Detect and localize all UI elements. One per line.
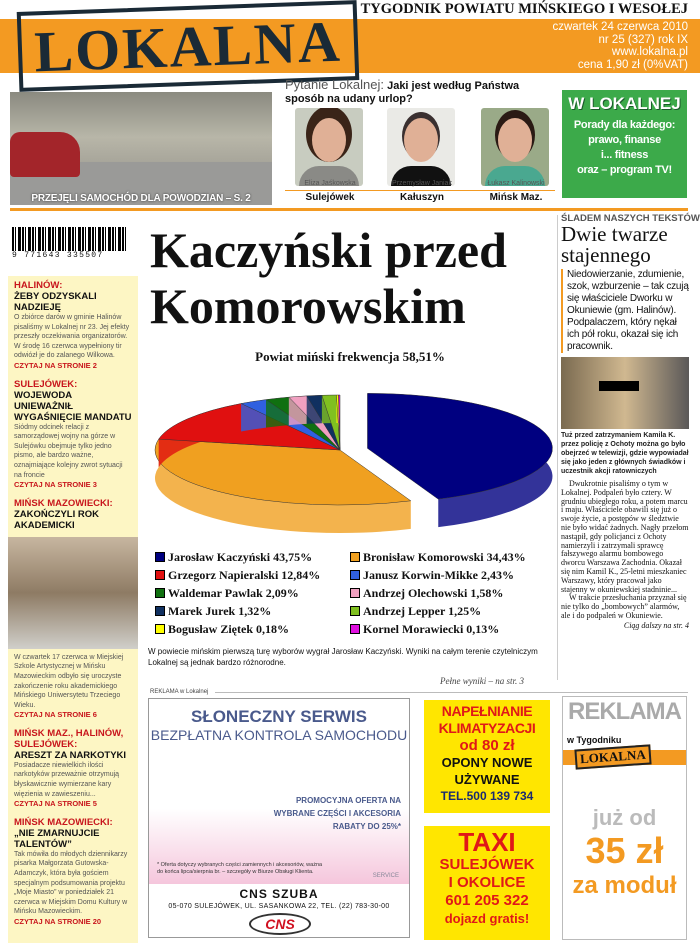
ad-line: KLIMATYZACJI <box>438 720 536 736</box>
ad-line: za moduł <box>572 872 677 899</box>
legend-item <box>350 621 555 637</box>
ad-line: od 80 zł <box>459 737 515 754</box>
ad-promo: PROMOCYJNA OFERTA NA <box>295 796 401 805</box>
sidebar-item[interactable] <box>14 379 132 490</box>
full-results-link[interactable]: Pełne wyniki – na str. 3 <box>440 676 524 686</box>
legend-label: Kornel Morawiecki 0,13% <box>363 622 500 636</box>
article-lead: Niedowierzanie, zdumienie, szok, wzburzenie – tak czują się właściciele Dworku w Okuniewie (gm. Halinów). Podpalaczem, który nękał ich pół roku, okazał się ich pracownik. <box>561 269 689 353</box>
item-place: MIŃSK MAZOWIECKI: <box>14 816 113 828</box>
legend-label: Andrzej Lepper 1,25% <box>363 604 482 618</box>
legend-label: Janusz Korwin-Mikke 2,43% <box>363 568 515 582</box>
ad-price: 35 zł <box>585 830 664 871</box>
sidebar-item[interactable] <box>14 280 132 371</box>
ad-line: I OKOLICE <box>448 874 526 891</box>
read-more-link[interactable]: CZYTAJ NA STRONIE 3 <box>14 480 97 490</box>
item-place: MIŃSK MAZOWIECKI: <box>14 497 113 509</box>
photo-car <box>10 132 80 177</box>
item-text: Tak mówiła do młodych dziennikarzy pisarka Małgorzata Gutowska-Adamczyk, która była gościem specjalnym podsumowania projektu „Moje Miasto” w poniedziałek 21 czerwca w Miejskim Domu Kultury w Mińsku Mazowieckim. <box>14 850 128 916</box>
logo-text: LOKALNA <box>33 8 343 84</box>
taxi-ad[interactable] <box>424 826 550 940</box>
promo-line: i... fitness <box>600 149 649 161</box>
legend-swatch <box>350 588 360 598</box>
cns-logo: CNS <box>249 913 311 935</box>
ad-line: TAXI <box>458 827 516 857</box>
feature-article <box>561 213 700 631</box>
legend-item <box>350 585 555 601</box>
item-place: SULEJÓWEK: <box>14 378 78 390</box>
person-name: Eliza Jaśkowska <box>304 180 356 187</box>
legend-swatch <box>155 570 165 580</box>
main-lead: W powiecie mińskim pierwszą turę wyborów wygrał Jarosław Kaczyński. Wyniki na całym terenie czytelniczym Lokalnej są jednak bardzo różnorodne. <box>148 647 538 667</box>
divider <box>285 190 555 191</box>
ad-subtitle: BEZPŁATNA KONTROLA SAMOCHODU <box>150 727 408 743</box>
ad-line: SULEJÓWEK <box>439 856 535 873</box>
ad-line: OPONY NOWE <box>441 755 533 770</box>
item-headline: ŻEBY ODZYSKALI NADZIEJĘ <box>14 291 97 313</box>
legend-label: Grzegorz Napieralski 12,84% <box>168 568 321 582</box>
item-text: O zbiórce darów w gminie Halinów pisaliśmy w Lokalnej nr 23. Jej efekty przeszły oczekiwania organizatorów. W środę 16 czerwca wypełniony tir odwiózł je do zalanego Wilkowa. <box>14 314 130 360</box>
barcode <box>12 227 127 263</box>
election-pie-chart <box>145 365 555 545</box>
ad-fine-print: * Oferta dotyczy wybranych części zamiennych i akcesoriów, ważna do końca lipca/sierpnia br. – szczegóły w Biurze Obsługi Klienta. <box>157 862 323 875</box>
continued-link[interactable]: Ciąg dalszy na str. 4 <box>623 620 689 630</box>
legend-label: Jarosław Kaczyński 43,75% <box>168 550 313 564</box>
person-photo <box>295 108 363 186</box>
ad-line: w Tygodniku <box>567 735 622 745</box>
poll-label: Pytanie Lokalnej: <box>285 77 385 92</box>
legend-swatch <box>350 552 360 562</box>
ad-promo: RABATY DO 25%* <box>332 822 401 831</box>
aircon-ad[interactable] <box>424 700 550 813</box>
read-more-link[interactable]: CZYTAJ NA STRONIE 5 <box>14 799 97 809</box>
read-more-link[interactable]: CZYTAJ NA STRONIE 6 <box>14 710 97 720</box>
legend-item <box>350 603 555 619</box>
sidebar-item[interactable] <box>14 728 132 809</box>
legend-swatch <box>155 606 165 616</box>
headline-line: Komorowskim <box>150 278 466 334</box>
ad-promo: WYBRANE CZĘŚCI I AKCESORIA <box>273 809 401 818</box>
divider <box>10 208 688 211</box>
column-divider <box>557 215 558 680</box>
item-text: W czwartek 17 czerwca w Miejskiej Szkole Artystycznej w Mińsku Mazowieckim odbyło się uroczyste zakończenie roku akademickiego Mińskiego Uniwersytetu Trzeciego Wieku. <box>14 653 124 709</box>
sidebar-item[interactable] <box>14 498 132 720</box>
price: cena 1,90 zł (0%VAT) <box>577 58 688 71</box>
person-town: Sulejówek <box>305 192 355 203</box>
person-name: Łukasz Kalinowski <box>487 180 545 187</box>
item-headline: ARESZT ZA NARKOTYKI <box>14 749 127 761</box>
promo-box[interactable] <box>562 90 687 198</box>
self-promo-ad[interactable] <box>562 696 687 940</box>
person-name: Przemysław Janiak <box>392 180 452 187</box>
promo-title: W LOKALNEJ <box>568 94 681 113</box>
article-kicker: ŚLADEM NASZYCH TEKSTÓW <box>561 213 700 224</box>
legend-item <box>350 549 555 565</box>
legend-label: Marek Jurek 1,32% <box>168 604 272 618</box>
legend-label: Bronisław Komorowski 34,43% <box>363 550 526 564</box>
service-ad[interactable] <box>148 698 410 938</box>
headline-line: Kaczyński przed <box>150 222 507 278</box>
item-headline: „NIE ZMARNUJCIE TALENTÓW” <box>14 827 100 850</box>
legend-swatch <box>155 552 165 562</box>
ads-label: REKLAMA w Lokalnej <box>150 689 209 695</box>
ad-line: dojazd gratis! <box>444 911 530 926</box>
ad-line: REKLAMA <box>568 698 681 725</box>
ad-service-label: SERVICE <box>372 873 399 879</box>
legend-label: Bogusław Ziętek 0,18% <box>168 622 290 636</box>
tagline: TYGODNIK POWIATU MIŃSKIEGO I WESOŁEJ <box>360 1 688 17</box>
divider <box>215 692 688 693</box>
item-place: HALINÓW: <box>14 280 63 291</box>
legend-label: Waldemar Pawlak 2,09% <box>168 586 299 600</box>
read-more-link[interactable]: CZYTAJ NA STRONIE 20 <box>14 917 102 926</box>
issue-number: nr 25 (327) rok IX <box>598 33 688 46</box>
ad-line: już od <box>592 805 657 830</box>
article-body: W trakcie przesłuchania przyznał się nie tylko do „bombowych” alarmów, ale i do podpaleń w Okuniewie. <box>561 593 687 620</box>
ad-phone: TEL.500 139 734 <box>440 789 534 803</box>
article-photo <box>561 357 689 429</box>
chart-title: Powiat miński frekwencja 58,51% <box>255 349 445 364</box>
ad-logo: LOKALNA <box>574 744 651 769</box>
legend-item <box>155 549 350 565</box>
promo-line: oraz – program TV! <box>577 164 672 176</box>
person-photo <box>481 108 549 186</box>
item-text: Siódmy odcinek relacji z samorządowej wojny na górze w Sulejówku obejmuje tylko jedno pismo, ale bardzo ważne, oznajmiające kolejny zwrot sytuacji na froncie <box>14 423 123 479</box>
legend-label: Andrzej Olechowski 1,58% <box>363 586 504 600</box>
ad-line: NAPEŁNIANIE <box>441 703 533 719</box>
news-sidebar <box>8 276 138 943</box>
person-town: Mińsk Maz. <box>489 192 543 203</box>
person-town: Kałuszyn <box>400 192 444 203</box>
ad-company: CNS SZUBA <box>239 887 319 901</box>
group-photo <box>8 537 138 649</box>
article-title[interactable]: Dwie twarze stajennego <box>561 222 668 267</box>
promo-line: prawo, finanse <box>588 134 661 146</box>
barcode-bars <box>12 227 127 251</box>
legend-swatch <box>155 624 165 634</box>
legend-swatch <box>155 588 165 598</box>
promo-line: Porady dla każdego: <box>573 119 676 131</box>
ad-logo-band <box>563 746 686 767</box>
photo-caption: Tuż przed zatrzymaniem Kamila K. przez policję z Ochoty można go było obejrzeć w telewizji, gdzie wypowiadał się jako jeden z głównych świadków i uczestnik akcji ratowniczych <box>561 432 689 475</box>
main-headline[interactable] <box>150 222 507 334</box>
legend-swatch <box>350 606 360 616</box>
legend-item <box>155 585 350 601</box>
item-headline: WOJEWODA UNIEWAŻNIŁ WYGAŚNIĘCIE MANDATU <box>14 389 132 423</box>
read-more-link[interactable]: CZYTAJ NA STRONIE 2 <box>14 360 97 370</box>
legend-item <box>155 567 350 583</box>
issue-info <box>552 21 688 71</box>
ad-title: SŁONECZNY SERWIS <box>190 707 367 726</box>
item-text: Posiadacze niewielkich ilości narkotyków przeważnie otrzymują błyskawicznie wymierzane kary więzienia w zawieszeniu... <box>14 761 120 798</box>
ad-phone: 601 205 322 <box>445 892 529 909</box>
reader-poll <box>285 77 555 203</box>
poll-question: Jaki jest według Państwa sposób na udany urlop? <box>285 80 520 105</box>
photo-caption[interactable]: PRZEJĘLI SAMOCHÓD DLA POWODZIAN – S. 2 <box>31 193 251 204</box>
legend-item <box>155 603 350 619</box>
legend-swatch <box>350 624 360 634</box>
article-body: Dwukrotnie pisaliśmy o tym w Lokalnej. Podpaleń było cztery. W grudniu ubiegłego roku, a potem marcu i maju. Właściciele obawili się już o swoje życie, a postępów w śledztwie nie było widać żadnych. Nagły przełom nastąpił, gdy policjanci z Ochoty namierzyli i zatrzymali sprawcę fałszywego alarmu bombowego dworcu Warszawa Zachodnia. Okazał się nim Kamil K., 25-letni mieszkaniec Warszawy, który pracował jako stajenny w okuniewskiej stadninie... <box>561 479 689 594</box>
person-photo <box>387 108 455 186</box>
item-headline: ZAKOŃCZYLI ROK AKADEMICKI <box>14 508 99 531</box>
ad-line: UŻYWANE <box>454 772 520 787</box>
item-place: MIŃSK MAZ., HALINÓW, SULEJÓWEK: <box>14 727 124 750</box>
sidebar-item[interactable] <box>14 817 132 927</box>
website-link[interactable]: www.lokalna.pl <box>611 46 688 58</box>
issue-date: czwartek 24 czerwca 2010 <box>552 21 688 33</box>
legend-item <box>155 621 350 637</box>
ad-address: 05-070 SULEJÓWEK, UL. SASANKOWA 22, TEL. (22) 783-30-00 <box>168 903 390 910</box>
censor-bar <box>599 381 639 391</box>
top-story-photo[interactable] <box>10 92 272 205</box>
barcode-number: 9 771643 335507 <box>12 251 104 260</box>
chart-legend <box>155 549 555 637</box>
legend-item <box>350 567 555 583</box>
legend-swatch <box>350 570 360 580</box>
